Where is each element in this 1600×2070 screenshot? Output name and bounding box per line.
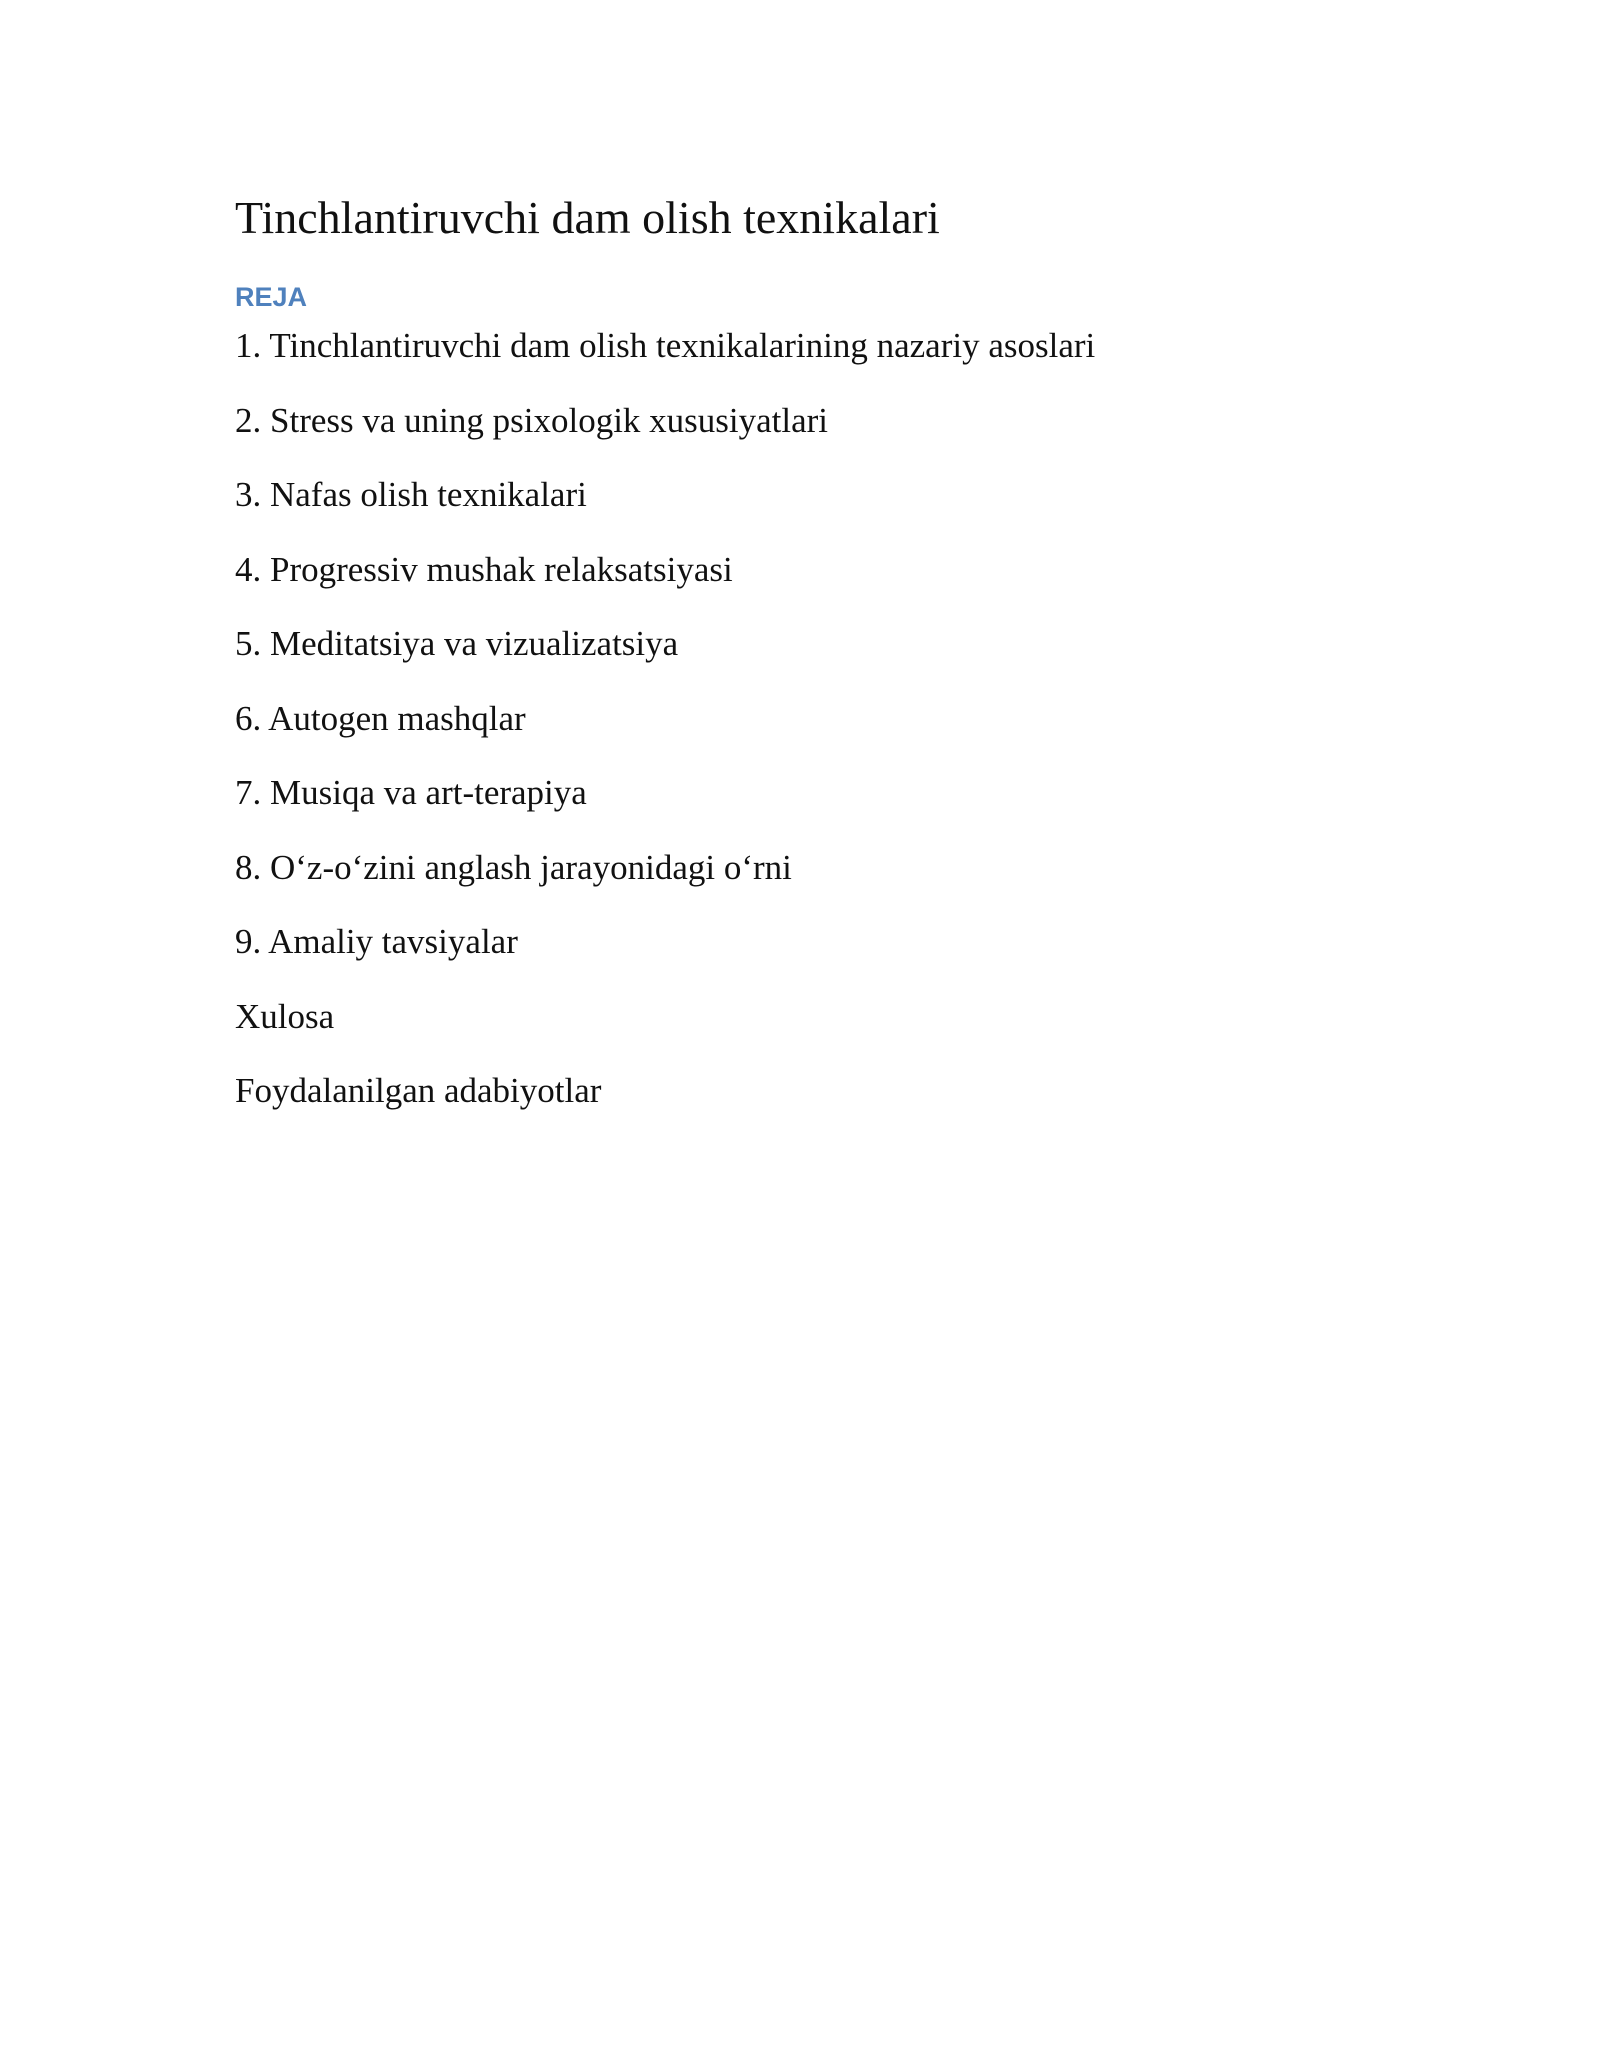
references-item: Foydalanilgan adabiyotlar (235, 1071, 602, 1110)
conclusion-item: Xulosa (235, 996, 335, 1036)
plan-item: 3. Nafas olish texnikalari (235, 475, 587, 514)
plan-item: 8. O‘z-o‘zini anglash jarayonidagi o‘rni (235, 847, 792, 887)
document-title: Tinchlantiruvchi dam olish texnikalari (235, 192, 940, 243)
plan-item: 9. Amaliy tavsiyalar (235, 922, 518, 961)
plan-item: 6. Autogen mashqlar (235, 698, 526, 738)
plan-list (235, 322, 1095, 1142)
plan-heading: REJA (235, 282, 308, 312)
plan-item: 1. Tinchlantiruvchi dam olish texnikalarining nazariy asoslari (235, 326, 1096, 365)
plan-item: 7. Musiqa va art-terapiya (235, 773, 587, 812)
plan-item: 4. Progressiv mushak relaksatsiyasi (235, 549, 733, 589)
plan-item: 5. Meditatsiya va vizualizatsiya (235, 624, 679, 663)
plan-item: 2. Stress va uning psixologik xususiyatlari (235, 400, 829, 440)
